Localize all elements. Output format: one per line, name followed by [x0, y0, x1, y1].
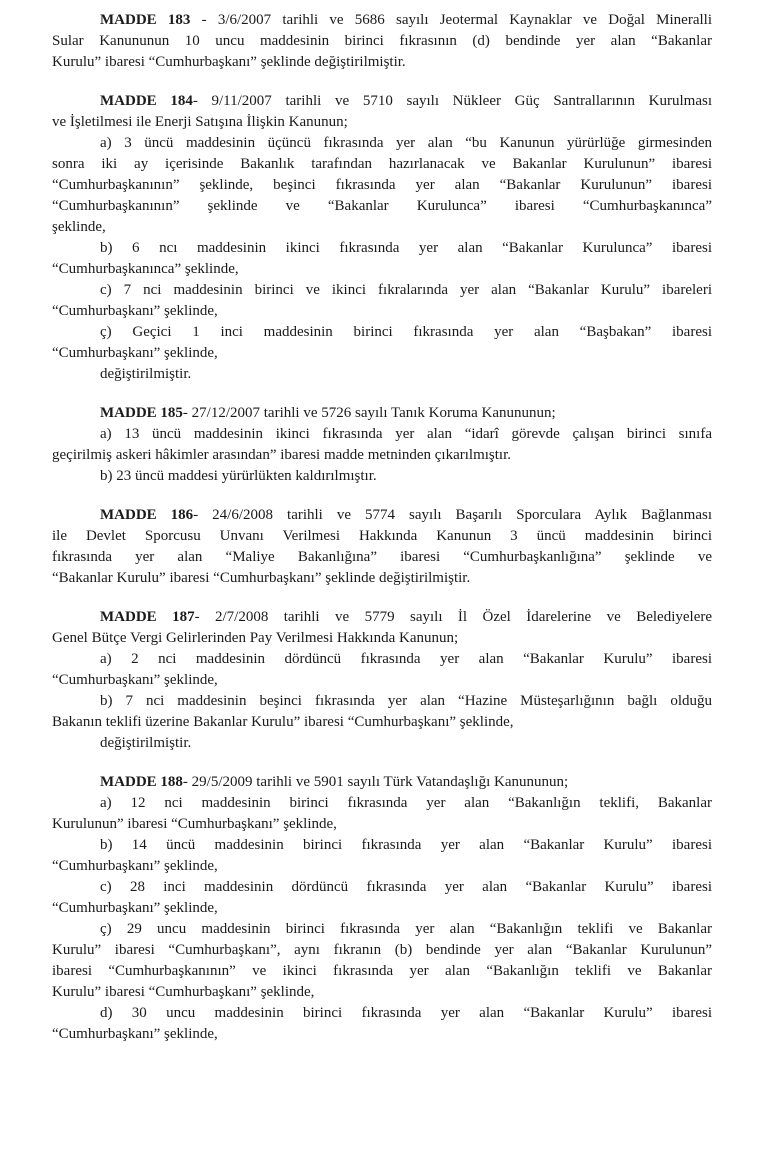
- text-line: “Cumhurbaşkanının” şeklinde ve “Bakanlar Kurulunca” ibaresi “Cumhurbaşkanınca”: [52, 198, 712, 214]
- article-188: [52, 772, 712, 1045]
- text-line: “Cumhurbaşkanı” şeklinde,: [52, 900, 218, 916]
- article-heading: MADDE 188: [100, 774, 183, 790]
- text-line: Kurulu” ibaresi “Cumhurbaşkanı” şeklinde,: [52, 984, 315, 1000]
- text-line: “Cumhurbaşkanı” şeklinde,: [52, 1026, 218, 1042]
- article-first-line: MADDE 188- 29/5/2009 tarihli ve 5901 sayılı Türk Vatandaşlığı Kanununun;: [100, 774, 569, 790]
- text-line: c) 28 inci maddesinin dördüncü fıkrasında yer alan “Bakanlar Kurulu” ibaresi: [100, 879, 712, 895]
- article-187: [52, 607, 712, 754]
- text-line: b) 23 üncü maddesi yürürlükten kaldırılmıştır.: [100, 468, 377, 484]
- article-heading: MADDE 184: [100, 93, 193, 109]
- article-heading: MADDE 185: [100, 405, 183, 421]
- article-heading: MADDE 187: [100, 609, 195, 625]
- text-line: Genel Bütçe Vergi Gelirlerinden Pay Verilmesi Hakkında Kanunun;: [52, 630, 459, 646]
- text-line: ç) 29 uncu maddesinin birinci fıkrasında yer alan “Bakanlığın teklifi ve Bakanlar: [100, 921, 712, 937]
- text-line: b) 14 üncü maddesinin birinci fıkrasında yer alan “Bakanlar Kurulu” ibaresi: [100, 837, 712, 853]
- text-line: a) 3 üncü maddesinin üçüncü fıkrasında yer alan “bu Kanunun yürürlüğe girmesinden: [100, 135, 712, 151]
- article-first-line: MADDE 184- 9/11/2007 tarihli ve 5710 sayılı Nükleer Güç Santrallarının Kurulması: [100, 93, 712, 109]
- document-page: [52, 10, 712, 1063]
- article-183: [52, 10, 712, 73]
- text-line: Sular Kanununun 10 uncu maddesinin birinci fıkrasının (d) bendinde yer alan “Bakanlar: [52, 33, 712, 49]
- article-186: [52, 505, 712, 589]
- text-line: geçirilmiş askeri hâkimler arasından” ibaresi madde metninden çıkarılmıştır.: [52, 447, 512, 463]
- text-line: ve İşletilmesi ile Enerji Satışına İlişkin Kanunun;: [52, 114, 348, 130]
- text-line: “Cumhurbaşkanınca” şeklinde,: [52, 261, 239, 277]
- text-line: “Cumhurbaşkanının” şeklinde, beşinci fıkrasında yer alan “Bakanlar Kurulunun” ibaresi: [52, 177, 712, 193]
- article-184: [52, 91, 712, 385]
- text-line: sonra iki ay içerisinde Bakanlık tarafından hazırlanacak ve Bakanlar Kurulunun” ibaresi: [52, 156, 712, 172]
- text-line: “Cumhurbaşkanı” şeklinde,: [52, 303, 218, 319]
- text-line: Bakanın teklifi üzerine Bakanlar Kurulu” ibaresi “Cumhurbaşkanı” şeklinde,: [52, 714, 514, 730]
- text-line: ile Devlet Sporcusu Unvanı Verilmesi Hakkında Kanunun 3 üncü maddesinin birinci: [52, 528, 712, 544]
- text-line: b) 6 ncı maddesinin ikinci fıkrasında yer alan “Bakanlar Kurulunca” ibaresi: [100, 240, 712, 256]
- text-line: “Bakanlar Kurulu” ibaresi “Cumhurbaşkanı” şeklinde değiştirilmiştir.: [52, 570, 471, 586]
- text-line: a) 13 üncü maddesinin ikinci fıkrasında yer alan “idarî görevde çalışan birinci sınıfa: [100, 426, 712, 442]
- article-first-line: MADDE 183 - 3/6/2007 tarihli ve 5686 sayılı Jeotermal Kaynaklar ve Doğal Mineralli: [100, 12, 712, 28]
- text-line: ibaresi “Cumhurbaşkanının” ve ikinci fıkrasında yer alan “Bakanlığın teklifi ve Bakanlar: [52, 963, 712, 979]
- text-line: Kurulunun” ibaresi “Cumhurbaşkanı” şeklinde,: [52, 816, 337, 832]
- text-line: d) 30 uncu maddesinin birinci fıkrasında yer alan “Bakanlar Kurulu” ibaresi: [100, 1005, 712, 1021]
- text-line: değiştirilmiştir.: [100, 735, 192, 751]
- article-first-line: MADDE 185- 27/12/2007 tarihli ve 5726 sayılı Tanık Koruma Kanununun;: [100, 405, 556, 421]
- text-line: “Cumhurbaşkanı” şeklinde,: [52, 858, 218, 874]
- text-line: c) 7 nci maddesinin birinci ve ikinci fıkralarında yer alan “Bakanlar Kurulu” ibareleri: [100, 282, 712, 298]
- text-line: b) 7 nci maddesinin beşinci fıkrasında yer alan “Hazine Müsteşarlığının bağlı olduğu: [100, 693, 712, 709]
- text-line: a) 2 nci maddesinin dördüncü fıkrasında yer alan “Bakanlar Kurulu” ibaresi: [100, 651, 712, 667]
- text-line: değiştirilmiştir.: [100, 366, 192, 382]
- text-line: Kurulu” ibaresi “Cumhurbaşkanı” şeklinde değiştirilmiştir.: [52, 54, 406, 70]
- article-first-line: MADDE 186- 24/6/2008 tarihli ve 5774 sayılı Başarılı Sporculara Aylık Bağlanması: [100, 507, 712, 523]
- text-line: fıkrasında yer alan “Maliye Bakanlığına” ibaresi “Cumhurbaşkanlığına” şeklinde ve: [52, 549, 712, 565]
- article-heading: MADDE 183: [100, 12, 191, 28]
- text-line: “Cumhurbaşkanı” şeklinde,: [52, 345, 218, 361]
- article-heading: MADDE 186: [100, 507, 194, 523]
- article-185: [52, 403, 712, 487]
- text-line: şeklinde,: [52, 219, 106, 235]
- text-line: a) 12 nci maddesinin birinci fıkrasında yer alan “Bakanlığın teklifi, Bakanlar: [100, 795, 712, 811]
- text-line: ç) Geçici 1 inci maddesinin birinci fıkrasında yer alan “Başbakan” ibaresi: [100, 324, 712, 340]
- text-line: “Cumhurbaşkanı” şeklinde,: [52, 672, 218, 688]
- article-first-line: MADDE 187- 2/7/2008 tarihli ve 5779 sayılı İl Özel İdarelerine ve Belediyelere: [100, 609, 712, 625]
- text-line: Kurulu” ibaresi “Cumhurbaşkanı”, aynı fıkranın (b) bendinde yer alan “Bakanlar Kurulunun”: [52, 942, 712, 958]
